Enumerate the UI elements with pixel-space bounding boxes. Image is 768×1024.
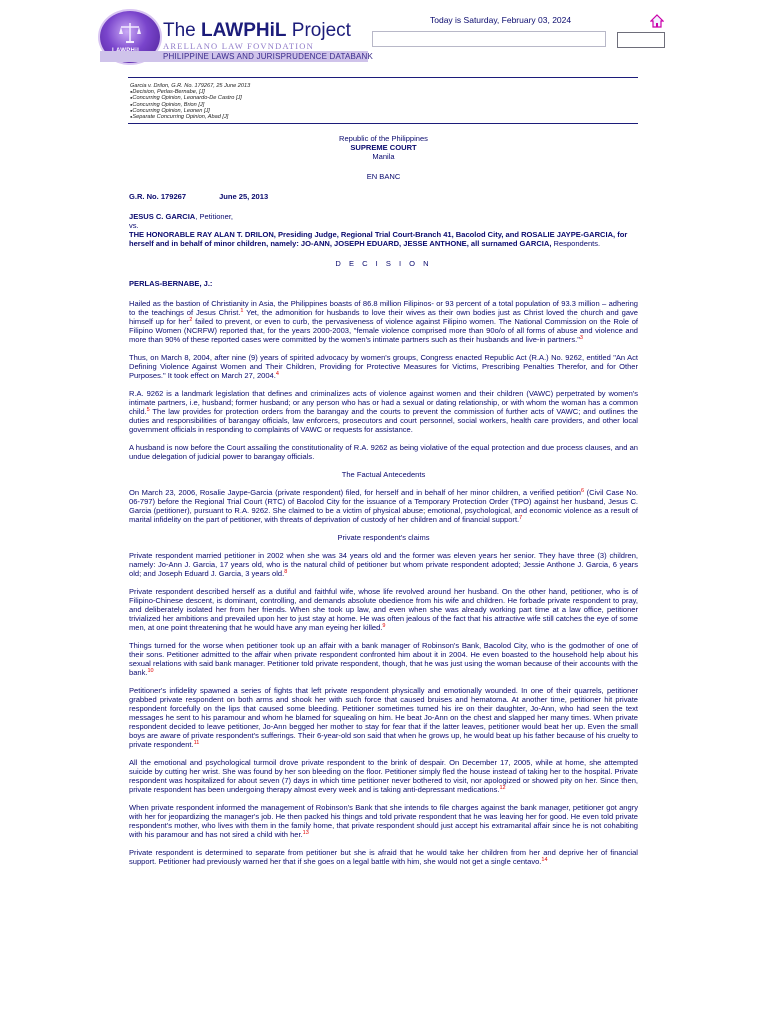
court-city: Manila — [372, 152, 395, 161]
republic-line: Republic of the Philippines — [339, 134, 428, 143]
paragraph-text: On March 23, 2006, Rosalie Jaype-Garcia (private respondent) filed, for herself and in behalf of her minor children, a verified petition — [129, 488, 581, 497]
site-title-brand: LAWPHiL — [201, 20, 287, 41]
home-icon[interactable] — [650, 14, 664, 28]
today-date: Today is Saturday, February 03, 2024 — [430, 15, 572, 25]
toc-divider — [128, 123, 638, 124]
site-subtitle: ARELLANO LAW FOVNDATION — [163, 41, 314, 51]
site-title-prefix: The — [163, 20, 202, 41]
paragraph — [129, 299, 638, 344]
paragraph-text: Hailed as the bastion of Christianity in Asia, the Philippines boasts of 86.8 million Filipinos- or 93 percent of a total population of 93.3 million – adhering to the teachings of Jesus Christ. — [129, 299, 638, 317]
footnote-link[interactable]: 1 — [240, 308, 244, 314]
respondents-role: Respondents. — [551, 239, 601, 248]
footnote-link[interactable]: 12 — [499, 785, 506, 791]
petitioner-role: , Petitioner, — [195, 212, 234, 221]
case-date: June 25, 2013 — [219, 192, 269, 201]
search-input[interactable] — [372, 31, 606, 47]
paragraph-text: All the emotional and psychological turmoil drove private respondent to the brink of despair. On December 17, 2005, while at home, she attempted suicide by cutting her wrist. She was found by her son bleeding on the floor. Petitioner simply fled the house instead of taking her to the hospital. Private respondent was hospitalized for about seven (7) days in which time petitioner never bothered to visit, nor apologized or showed pity on her. Since then, private respondent has been undergoing therapy almost every week and is taking anti-depressant medications. — [129, 758, 638, 794]
paragraph: A husband is now before the Court assailing the constitutionality of R.A. 9262 as being violative of the equal protection and due process clauses, and an undue delegation of judicial power to barangay officials. — [129, 443, 638, 461]
footnote-link[interactable]: 14 — [541, 857, 548, 863]
toc-link[interactable]: ● Concurring Opinion, Leonardo-De Castro [J] — [130, 95, 250, 101]
footnote-link[interactable]: 2 — [189, 317, 193, 323]
search-button[interactable] — [617, 32, 665, 48]
paragraph-text: Yet, the admonition for husbands to love their wives as their own bodies just as Christ loved the church and gave himself up for her — [129, 308, 638, 326]
paragraph-text: The law provides for protection orders from the barangay and the courts to prevent the commission of further acts of VAWC; and outlines the duties and responsibilities of barangay officials, law enforcers, prosecutors and court personnel, social workers, health care providers, and other local government officials in responding to complaints of VAWC or requests for assistance. — [129, 407, 638, 434]
paragraph — [129, 551, 638, 578]
petitioner — [129, 212, 638, 221]
ponente: PERLAS-BERNABE, J.: — [129, 279, 213, 288]
footnote-link[interactable]: 6 — [580, 488, 585, 494]
decision-document — [129, 134, 638, 866]
paragraph — [129, 587, 638, 632]
site-title-suffix: Project — [286, 20, 351, 41]
footnote-link[interactable]: 13 — [302, 830, 309, 836]
paragraph — [129, 353, 638, 380]
toc-link[interactable]: ● Separate Concurring Opinion, Abad [J] — [130, 114, 250, 120]
paragraph-text: R.A. 9262 is a landmark legislation that defines and criminalizes acts of violence against women and their children (VAWC) perpetrated by women's intimate partners, i.e, husband; former husband; or any person who has or had a sexual or dating relationship, or with whom the woman has a common child. — [129, 389, 638, 416]
paragraph — [129, 488, 638, 524]
petitioner-name: JESUS C. GARCIA — [129, 212, 196, 221]
section-heading: The Factual Antecedents — [341, 470, 426, 479]
footnote-link[interactable]: 3 — [579, 335, 583, 341]
footnote-link[interactable]: 11 — [193, 740, 200, 746]
footnote-link[interactable]: 5 — [146, 407, 150, 413]
paragraph — [129, 848, 638, 866]
paragraph — [129, 758, 638, 794]
paragraph-text: (Civil Case No. 06-797) before the Regional Trial Court (RTC) of Bacolod City for the issuance of a Temporary Protection Order (TPO) against her husband, Jesus C. Garcia (petitioner), pursuant to R.A. 9262. She claimed to be a victim of physical abuse; emotional, psychological, and economic violence as a result of marital infidelity on the part of petitioner, with threats of deprivation of custody of her children and of financial support. — [129, 488, 639, 524]
toc-link[interactable]: ● Concurring Opinion, Brion [J] — [130, 102, 250, 108]
paragraph — [129, 803, 638, 839]
footnote-link[interactable]: 4 — [275, 371, 279, 377]
site-title[interactable] — [163, 20, 351, 42]
court-name: SUPREME COURT — [350, 143, 417, 152]
respondents — [129, 230, 638, 248]
footnote-link[interactable]: 10 — [147, 668, 154, 674]
versus: vs. — [129, 221, 139, 230]
case-number: G.R. No. 179267 — [129, 192, 187, 201]
toc-case-title[interactable]: Garcia v. Drilon, G.R. No. 179267, 25 June 2013 — [130, 83, 251, 89]
paragraph-text: Petitioner's infidelity spawned a series of fights that left private respondent physically and emotionally wounded. In one of their quarrels, petitioner grabbed private respondent on both arms and shook her with such force that caused bruises and hematoma. At another time, petitioner hit private respondent forcefully on the lips that caused some bleeding. Petitioner sometimes turned his ire on their daughter, Jo-Ann, who had seen the text messages he sent to his paramour and whom he blamed for squealing on him. He beat Jo-Ann on the chest and slapped her many times. When private respondent decided to leave petitioner, Jo-Ann begged her mother to stay for fear that if the latter leaves, petitioner would beat her up. Even the small boys are aware of private respondent's sufferings. Their 6-year-old son said that when he grows up, he would beat up his father because of his cruelty to private respondent. — [129, 686, 638, 749]
footnote-link[interactable]: 9 — [382, 623, 386, 629]
case-number-line — [129, 192, 638, 201]
footnote-link[interactable]: 8 — [284, 569, 288, 575]
paragraph-text: Thus, on March 8, 2004, after nine (9) years of spirited advocacy by women's groups, Congress enacted Republic Act (R.A.) No. 9262, entitled "An Act Defining Violence Against Women and Their Children, Providing for Protective Measures for Victims, Prescribing Penalties Therefor, and for Other Purposes." It took effect on March 27, 2004. — [129, 353, 638, 380]
toc-link[interactable]: ● Concurring Opinion, Leonen [J] — [130, 108, 250, 114]
division: EN BANC — [366, 172, 401, 181]
header-divider — [128, 77, 638, 78]
paragraph — [129, 389, 638, 434]
paragraph-text: When private respondent informed the management of Robinson's Bank that she intends to file charges against the bank manager, petitioner got angry with her for jeopardizing the manager's job. He then packed his things and told private respondent that he was leaving her for good. He even told private respondent's mother, who lives with them in the family home, that private respondent should just accept his extramarital affair since he is not cohabiting with his paramour and has not sired a child with her. — [129, 803, 638, 839]
paragraph — [129, 641, 638, 677]
table-of-contents — [130, 83, 250, 120]
paragraph-text: Private respondent is determined to separate from petitioner but she is afraid that he would take her children from her and deprive her of financial support. Petitioner had previously warned her that if she goes on a legal battle with him, she would not get a single centavo. — [129, 848, 638, 866]
paragraph-text: failed to prevent, or even to curb, the pervasiveness of violence against Filipino women. The National Commission on the Role of Filipino Women (NCRFW) reported that, for the years 2000-2003, "female violence comprised more than 90o/o of all forms of abuse and violence and more than 90% of these reported cases were committed by the women's intimate partners such as their husbands and live-in partners." — [129, 317, 638, 344]
footnote-link[interactable]: 7 — [519, 515, 523, 521]
site-tagline: PHILIPPINE LAWS AND JURISPRUDENCE DATABANK — [163, 52, 374, 61]
paragraph-text: Private respondent married petitioner in 2002 when she was 34 years old and the former was eleven years her senior. They have three (3) children, namely: Jo-Ann J. Garcia, 17 years old, who is the natural child of petitioner but whom private respondent adopted; Jessie Anthone J. Garcia, 6 years old; and Joseph Eduard J. Garcia, 3 years old. — [129, 551, 638, 578]
scales-of-justice-icon — [117, 20, 143, 46]
paragraph-text: Things turned for the worse when petitioner took up an affair with a bank manager of Robinson's Bank, Bacolod City, who is the godmother of one of their sons. Petitioner admitted to the affair when private respondent confronted him about it in 2004. He even boasted to the household help about his sexual relations with said bank manager. Petitioner told private respondent, though, that he was just using the woman because of their accounts with the bank. — [129, 641, 638, 677]
toc-link[interactable]: ● Decision, Perlas-Bernabe, [J] — [130, 89, 250, 95]
paragraph — [129, 686, 638, 749]
respondents-names: THE HONORABLE RAY ALAN T. DRILON, Presiding Judge, Regional Trial Court-Branch 41, Bacolod City, and ROSALIE JAYPE-GARCIA, for herself and in behalf of minor children, namely: JO-ANN, JOSEPH EDUARD, JESSE ANTHONE, all surnamed GARCIA, — [129, 230, 628, 248]
section-heading: Private respondent's claims — [337, 533, 430, 542]
paragraph-text: Private respondent described herself as a dutiful and faithful wife, whose life revolved around her husband. On the other hand, petitioner, who is of Filipino-Chinese descent, is dominant, controlling, and demands absolute obedience from his wife and children. He forbade private respondent to pray, and deliberately isolated her from her friends. When she took up law, and even when she was already working part time at a law office, petitioner trivialized her ambitions and prevailed upon her to just stay at home. He was often jealous of the fact that his attractive wife still catches the eye of some men, at one point threatening that he would have any man eyeing her killed. — [129, 587, 638, 632]
decision-heading: D E C I S I O N — [335, 259, 432, 268]
